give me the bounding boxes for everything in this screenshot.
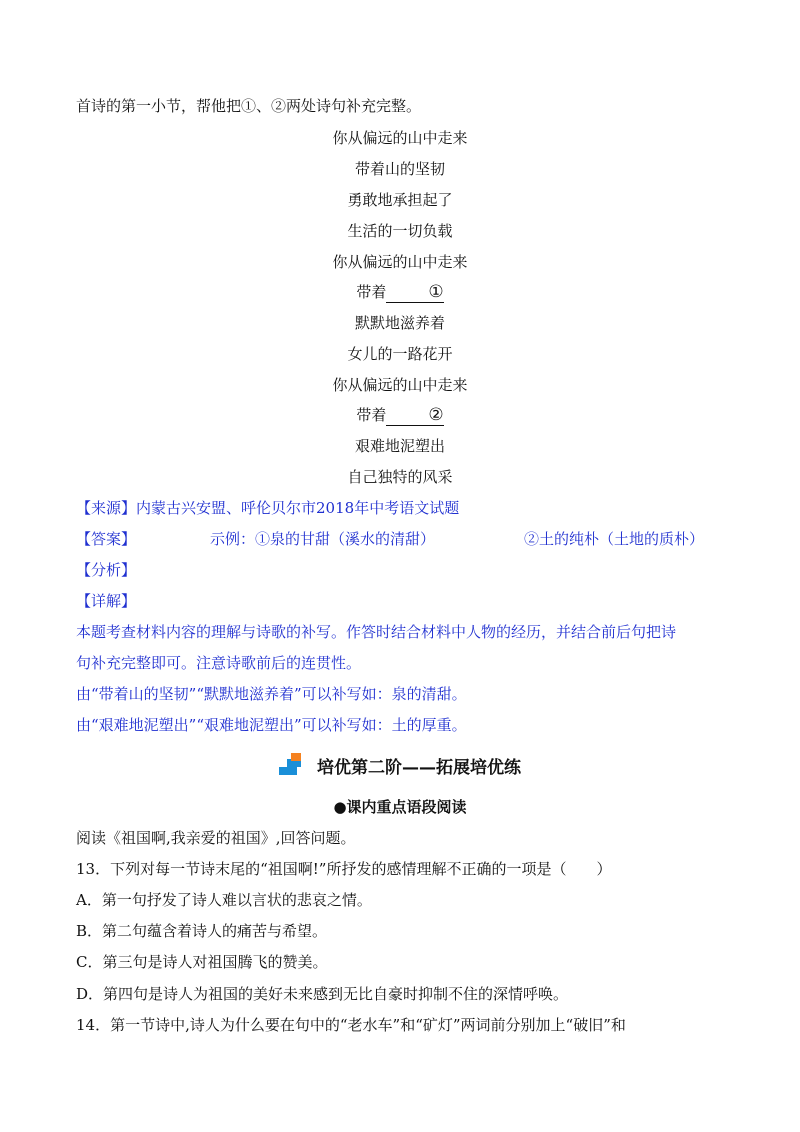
question-13-option-a: A．第一句抒发了诗人难以言状的悲哀之情。 xyxy=(76,891,372,909)
question-14-stem: 14．第一节诗中,诗人为什么要在句中的“老水车”和“矿灯”两词前分别加上“破旧”和 xyxy=(76,1016,626,1034)
poem-line-11: 艰难地泥塑出 xyxy=(354,437,445,455)
poem-line-10 xyxy=(0,405,800,426)
analysis-label: 【分析】 xyxy=(76,561,137,579)
poem-line-10-prefix: 带着 xyxy=(356,406,387,424)
poem-line-9: 你从偏远的山中走来 xyxy=(332,376,468,394)
answer-row xyxy=(76,529,726,549)
detail-paragraph-3: 由“艰难地泥塑出”“艰难地泥塑出”可以补写如：土的厚重。 xyxy=(76,716,467,734)
section-title: 培优第二阶——拓展培优练 xyxy=(317,758,521,778)
detail-paragraph-1a: 本题考查材料内容的理解与诗歌的补写。作答时结合材料中人物的经历，并结合前后句把诗 xyxy=(76,623,677,641)
reading-intro: 阅读《祖国啊,我亲爱的祖国》,回答问题。 xyxy=(76,829,356,847)
section-heading xyxy=(0,753,800,779)
section-logo-icon xyxy=(279,753,309,777)
poem-line-2: 带着山的坚韧 xyxy=(354,160,445,178)
poem-line-6 xyxy=(0,282,800,303)
poem-line-8: 女儿的一路花开 xyxy=(347,345,453,363)
source-row xyxy=(76,498,459,518)
poem-line-12: 自己独特的风采 xyxy=(347,468,453,486)
subsection-title: ●课内重点语段阅读 xyxy=(333,798,467,816)
blank-2 xyxy=(386,405,443,426)
detail-paragraph-2: 由“带着山的坚韧”“默默地滋养着”可以补写如：泉的清甜。 xyxy=(76,685,467,703)
poem-line-1: 你从偏远的山中走来 xyxy=(332,129,468,147)
intro-text: 首诗的第一小节，帮他把①、②两处诗句补充完整。 xyxy=(76,97,422,115)
poem-line-4: 生活的一切负载 xyxy=(347,222,453,240)
question-13-option-b: B．第二句蕴含着诗人的痛苦与希望。 xyxy=(76,922,328,940)
poem-line-5: 你从偏远的山中走来 xyxy=(332,253,468,271)
answer-text-1: 示例：①泉的甘甜（溪水的清甜） xyxy=(210,530,436,548)
detail-paragraph-1b: 句补充完整即可。注意诗歌前后的连贯性。 xyxy=(76,654,362,672)
answer-text-2: ②土的纯朴（土地的质朴） xyxy=(524,530,705,548)
poem-line-6-prefix: 带着 xyxy=(356,283,387,301)
blank-1 xyxy=(386,282,443,303)
detail-label: 【详解】 xyxy=(76,592,137,610)
source-text: 内蒙古兴安盟、呼伦贝尔市2018年中考语文试题 xyxy=(136,499,460,517)
question-13-option-d: D．第四句是诗人为祖国的美好未来感到无比自豪时抑制不住的深情呼唤。 xyxy=(76,985,569,1003)
poem-line-7: 默默地滋养着 xyxy=(354,314,445,332)
answer-label: 【答案】 xyxy=(76,530,137,548)
source-label: 【来源】 xyxy=(76,499,137,517)
question-13-stem: 13．下列对每一节诗末尾的“祖国啊!”所抒发的感情理解不正确的一项是（ ） xyxy=(76,860,612,878)
poem-line-3: 勇敢地承担起了 xyxy=(347,191,453,209)
question-13-option-c: C．第三句是诗人对祖国腾飞的赞美。 xyxy=(76,953,328,971)
blank-2-mark: ② xyxy=(428,405,444,425)
blank-1-mark: ① xyxy=(428,282,444,302)
